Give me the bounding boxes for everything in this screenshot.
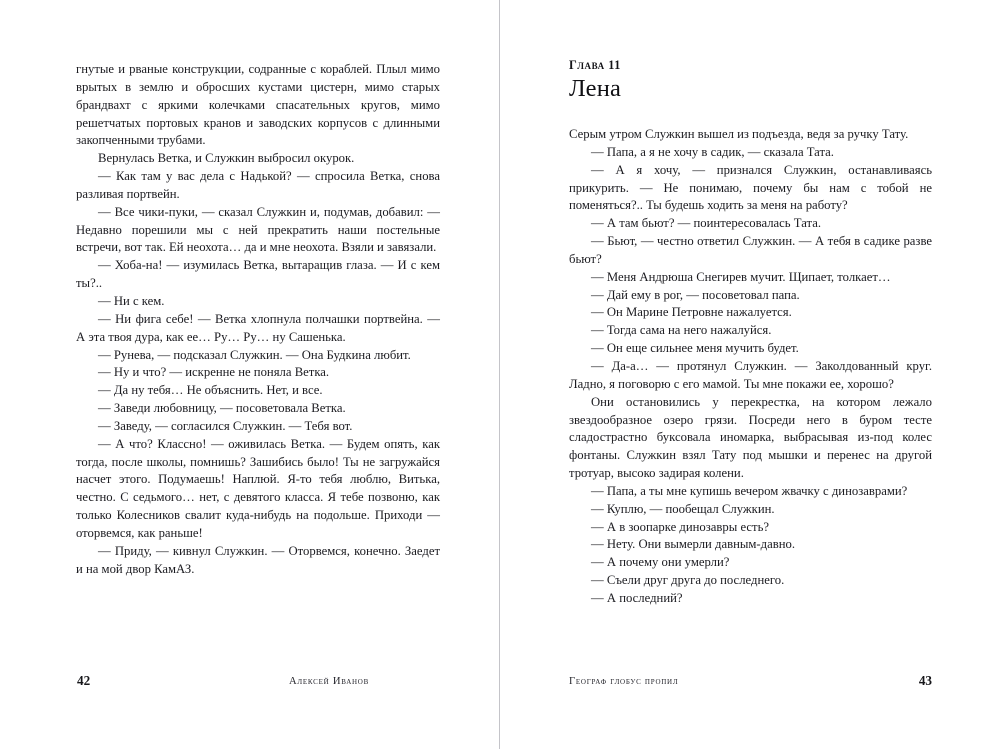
body-paragraph: — Нету. Они вымерли давным-давно. [591, 537, 796, 552]
body-paragraph: — А почему они умерли? [591, 555, 730, 570]
body-paragraph: — А что? Классно! — оживилась Ветка. — Будем опять, как тогда, после школы, помнишь? Зашибись было! Ты не загружайся насчет этого. Подумаешь! Наплюй. Я-то тебя люблю, Витька, честно. С седьмого… нет, с девятого класса. Я тебе позвоню, как только Колесников свалит куда-нибудь на подольше. Приходи — оторвемся, как раньше! [76, 436, 440, 540]
body-paragraph: — Папа, а я не хочу в садик, — сказала Тата. [591, 144, 834, 159]
body-paragraph: — Ни с кем. [98, 293, 165, 308]
body-paragraph: — Меня Андрюша Снегирев мучит. Щипает, толкает… [591, 269, 891, 284]
body-paragraph: гнутые и рваные конструкции, содранные с кораблей. Плыл мимо врытых в землю и обросших кустами цистерн, мимо старых брандвахт с яркими колечками спасательных кругов, мимо решетчатых портовых кранов и заводских корпусов с длинными закопченными трубами. [76, 62, 440, 148]
body-paragraph: — Хоба-на! — изумилась Ветка, вытаращив глаза. — И с кем ты?.. [76, 258, 440, 291]
right-page-textblock [569, 126, 932, 608]
left-page-footer [0, 673, 500, 701]
body-paragraph: — Дай ему в рог, — посоветовал папа. [591, 287, 800, 302]
body-paragraph: Они остановились у перекрестка, на котором лежало звездообразное озеро грязи. Посреди него в буром тесте сладострастно буксовала иномарка, выбрасывая из-под колес фонтаны. Служкин взял Тату под мышки и перенес на другой тротуар, высоко задирая колени. [569, 394, 932, 481]
page-number-right: 43 [918, 673, 932, 688]
body-paragraph: — Заведу, — согласился Служкин. — Тебя вот. [98, 418, 353, 433]
body-paragraph: — Да-а… — протянул Служкин. — Заколдованный круг. Ладно, я поговорю с его мамой. Ты мне покажи ее, хорошо? [569, 358, 932, 391]
body-paragraph: Вернулась Ветка, и Служкин выбросил окурок. [98, 151, 355, 166]
body-paragraph: — Он Марине Петровне нажалуется. [591, 305, 792, 320]
body-paragraph: — Съели друг друга до последнего. [591, 573, 785, 588]
body-paragraph: — Куплю, — пообещал Служкин. [591, 501, 775, 516]
chapter-label: Глава 11 [569, 58, 621, 72]
body-paragraph: — Заведи любовницу, — посоветовала Ветка. [98, 401, 346, 416]
right-page [500, 0, 1000, 749]
body-paragraph: — Все чики-пуки, — сказал Служкин и, подумав, добавил: — Недавно порешили мы с ней прекратить наши постельные встречи, вот так. Ей неохота… да и мне неохота. Взяли и завязали. [76, 204, 440, 255]
body-paragraph: — Ну и что? — искренне не поняла Ветка. [98, 365, 330, 380]
body-paragraph: — А последний? [591, 590, 683, 605]
body-paragraph: Серым утром Служкин вышел из подъезда, ведя за ручку Тату. [569, 127, 909, 141]
body-paragraph: — Как там у вас дела с Надькой? — спросила Ветка, снова разливая портвейн. [76, 169, 440, 201]
left-page-textblock [76, 61, 440, 578]
body-paragraph: — А я хочу, — признался Служкин, останавливаясь прикурить. — Не понимаю, почему бы нам с тобой не поменяться?.. Ты будешь ходить за меня на работу? [569, 162, 932, 213]
body-paragraph: — Тогда сама на него нажалуйся. [591, 323, 772, 338]
chapter-heading [569, 58, 932, 103]
body-paragraph: — А там бьют? — поинтересовалась Тата. [591, 216, 821, 231]
body-paragraph: — Рунева, — подсказал Служкин. — Она Будкина любит. [98, 347, 411, 362]
body-paragraph: — А в зоопарке динозавры есть? [591, 519, 769, 534]
page-number-left: 42 [77, 673, 91, 688]
body-paragraph: — Да ну тебя… Не объяснить. Нет, и все. [98, 383, 323, 398]
body-paragraph: — Ни фига себе! — Ветка хлопнула полчашки портвейна. — А эта твоя дура, как ее… Ру… Ру… ну Сашенька. [76, 311, 440, 344]
running-head-author: Алексей Иванов [289, 676, 370, 687]
body-paragraph: — Приду, — кивнул Служкин. — Оторвемся, конечно. Заедет и на мой двор КамАЗ. [76, 543, 440, 576]
body-paragraph: — Он еще сильнее меня мучить будет. [591, 341, 799, 356]
chapter-title: Лена [569, 75, 622, 102]
body-paragraph: — Бьют, — честно ответил Служкин. — А тебя в садике разве бьют? [569, 234, 932, 266]
right-page-footer [500, 673, 1000, 701]
running-head-title: Географ глобус пропил [569, 676, 679, 687]
body-paragraph: — Папа, а ты мне купишь вечером жвачку с динозаврами? [591, 483, 908, 498]
